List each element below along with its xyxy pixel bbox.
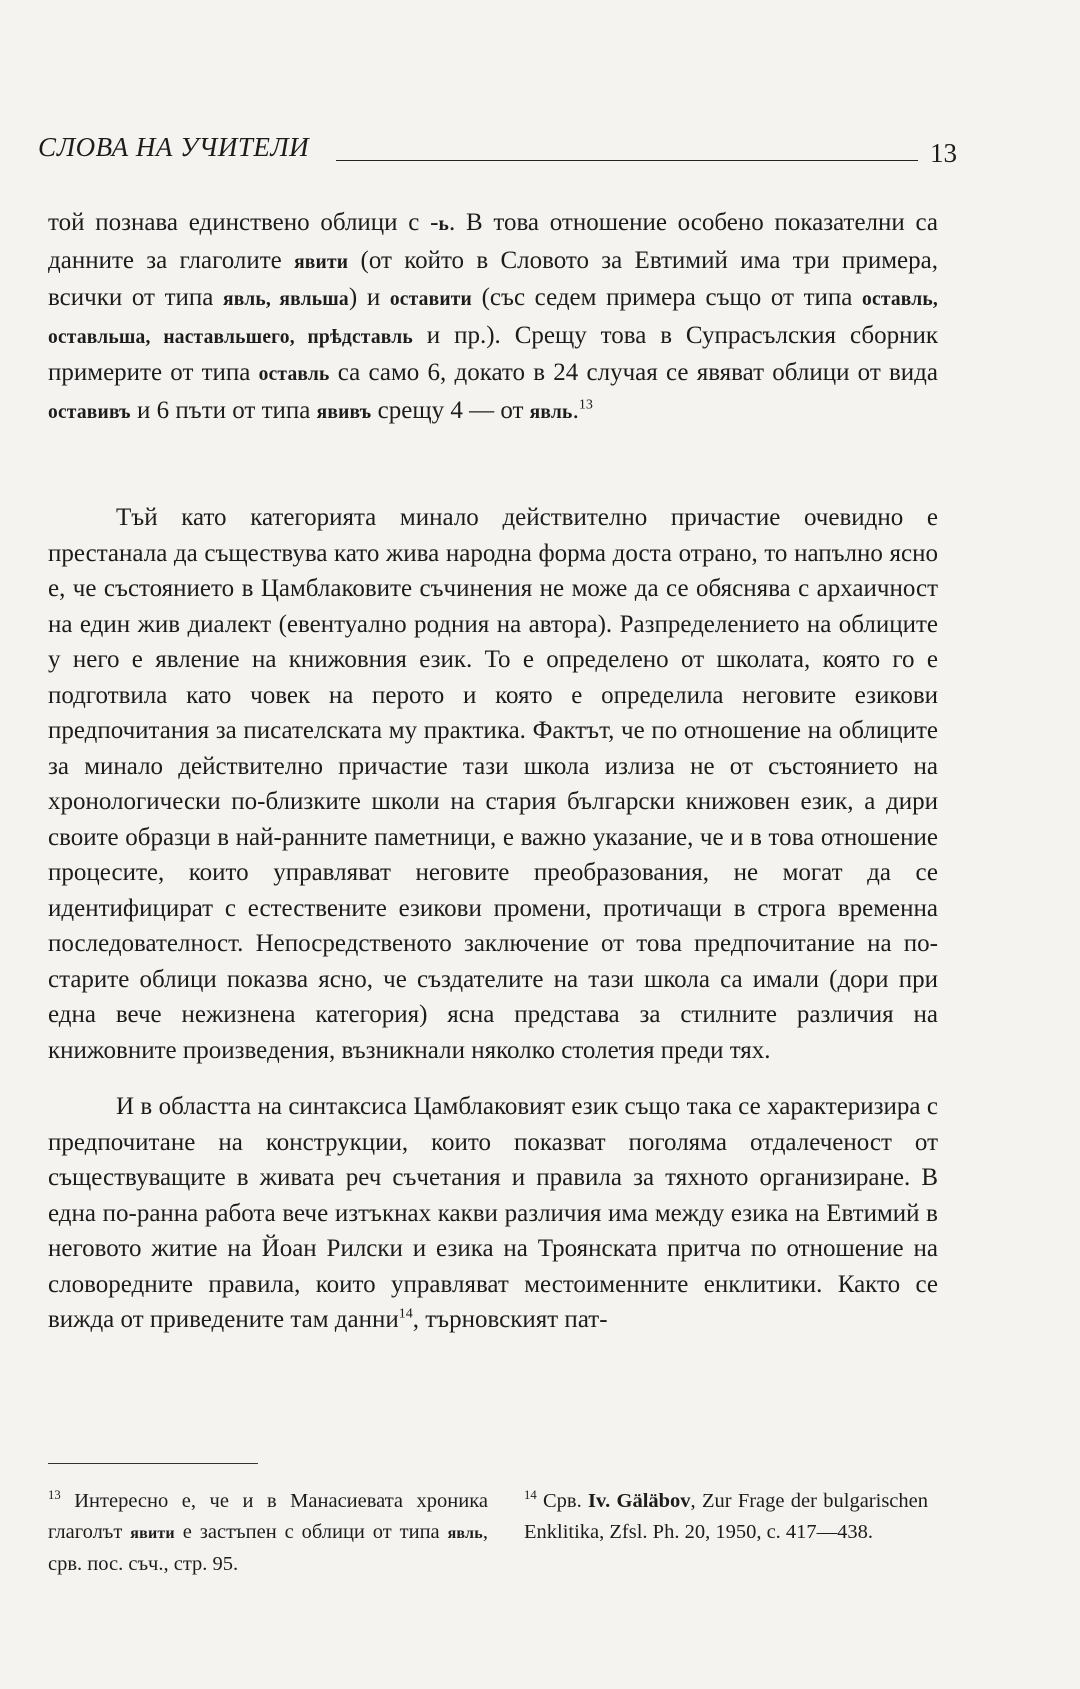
text-run: Срв. xyxy=(536,1490,588,1512)
footnote-number: 14 xyxy=(524,1488,537,1503)
footnote-separator xyxy=(48,1463,258,1464)
running-head-title: СЛОВА НА УЧИТЕЛИ xyxy=(38,132,310,162)
church-slavonic-form: явити xyxy=(130,1525,175,1542)
text-run: . В това отношение особено показателни са данните за глаголите xyxy=(48,209,939,274)
text-run: , Zur Frage der bulgarischen Enklitika, Zfsl. Ph. 20, 1950, c. 417—438. xyxy=(524,1490,928,1543)
church-slavonic-form: явль, явльша xyxy=(222,289,349,310)
paragraph-1 xyxy=(48,205,938,430)
church-slavonic-form: явль xyxy=(447,1525,483,1542)
text-run: . xyxy=(572,396,579,424)
text-run: , срв. пос. съч., стр. 95. xyxy=(48,1521,488,1575)
church-slavonic-form: явль xyxy=(529,401,573,423)
text-run: , търновският пат- xyxy=(412,1306,608,1333)
paragraph-2-text: Тъй като категорията минало действително причастие очевидно е престанала да съществува като жива народна форма доста отрано, то напълно ясно е, че състоянието в Цамблаковите съчинения не може да се обяснява с архаичност на един жив диалект (евентуално родния на автора). Разпределението на облиците у него е явление на книжовния език. То е определено от школата, която го е подготвила като човек на перото и която е определила неговите езикови предпочитания за писателската му практика. Фактът, че по отношение на облиците за минало действително причастие тази школа излиза не от състоянието на хронологически по-близките школи на стария български книжовен език, а дири своите образци в най-ранните паметници, е важно указание, че и в това отношение процесите, които управляват неговите преобразования, не могат да се идентифицират с естествените езикови промени, протичащи в строга временна последователност. Непосредственото заключение от това предпочитание на по-старите облици показва ясно, че създателите на тази школа са имали (дори при една вече нежизнена категория) ясна представа за стилните различия на книжовните произведения, възникнали няколко столетия преди тях. xyxy=(48,504,938,1064)
text-run: (от който в Словото за Евтимий има три примера, всички от типа xyxy=(48,246,939,311)
text-run: Интересно е, че и в Манасиевата хроника глаголът xyxy=(48,1490,488,1543)
church-slavonic-form: оставивъ xyxy=(48,401,131,423)
footnote-14 xyxy=(524,1486,928,1548)
running-head xyxy=(38,132,958,172)
footnote-reference-14[interactable]: 14 xyxy=(398,1306,413,1322)
paragraph-2 xyxy=(48,500,938,1068)
text-run: ) и xyxy=(348,284,390,311)
footnote-number: 13 xyxy=(48,1488,61,1503)
text-run: е застъпен с облици от типа xyxy=(174,1521,448,1543)
church-slavonic-form: явити xyxy=(294,251,349,273)
text-run: срещу 4 — от xyxy=(371,396,530,424)
paragraph-3 xyxy=(48,1089,938,1338)
cited-author: Iv. Gäläbov xyxy=(588,1490,691,1512)
footnote-13 xyxy=(48,1486,488,1580)
church-slavonic-form: оставль, оставльша, наставльшего, прѣдставль xyxy=(48,289,938,348)
church-slavonic-form: ь xyxy=(438,214,449,235)
text-run: и пр.). Срещу това в Супрасълския сборник примерите от типа xyxy=(48,321,938,386)
church-slavonic-form: оставити xyxy=(389,289,472,310)
text-run: той познава единствено облици с - xyxy=(48,209,439,236)
page-number: 13 xyxy=(930,138,957,168)
church-slavonic-form: явивъ xyxy=(316,401,372,423)
text-run: И в областта на синтаксиса Цамблаковият език също така се характеризира с предпочитане на конструкции, които показват поголяма отдалеченост от съществуващите в живата реч съчетания и правила за тяхното организиране. В една по-ранна работа вече изтъкнах какви различия има между езика на Евтимий в неговото житие на Йоан Рилски и езика на Троянската притча по отношение на словоредните правила, които управляват местоименните енклитики. Както се вижда от приведените там данни xyxy=(48,1093,938,1333)
text-run: и 6 пъти от типа xyxy=(130,396,317,424)
text-run: (със седем примера също от типа xyxy=(471,284,863,311)
church-slavonic-form: оставль xyxy=(258,364,330,385)
footnote-reference-13[interactable]: 13 xyxy=(578,397,593,413)
text-run: са само 6, докато в 24 случая се явяват облици от вида xyxy=(329,359,938,386)
running-head-rule xyxy=(336,160,918,161)
